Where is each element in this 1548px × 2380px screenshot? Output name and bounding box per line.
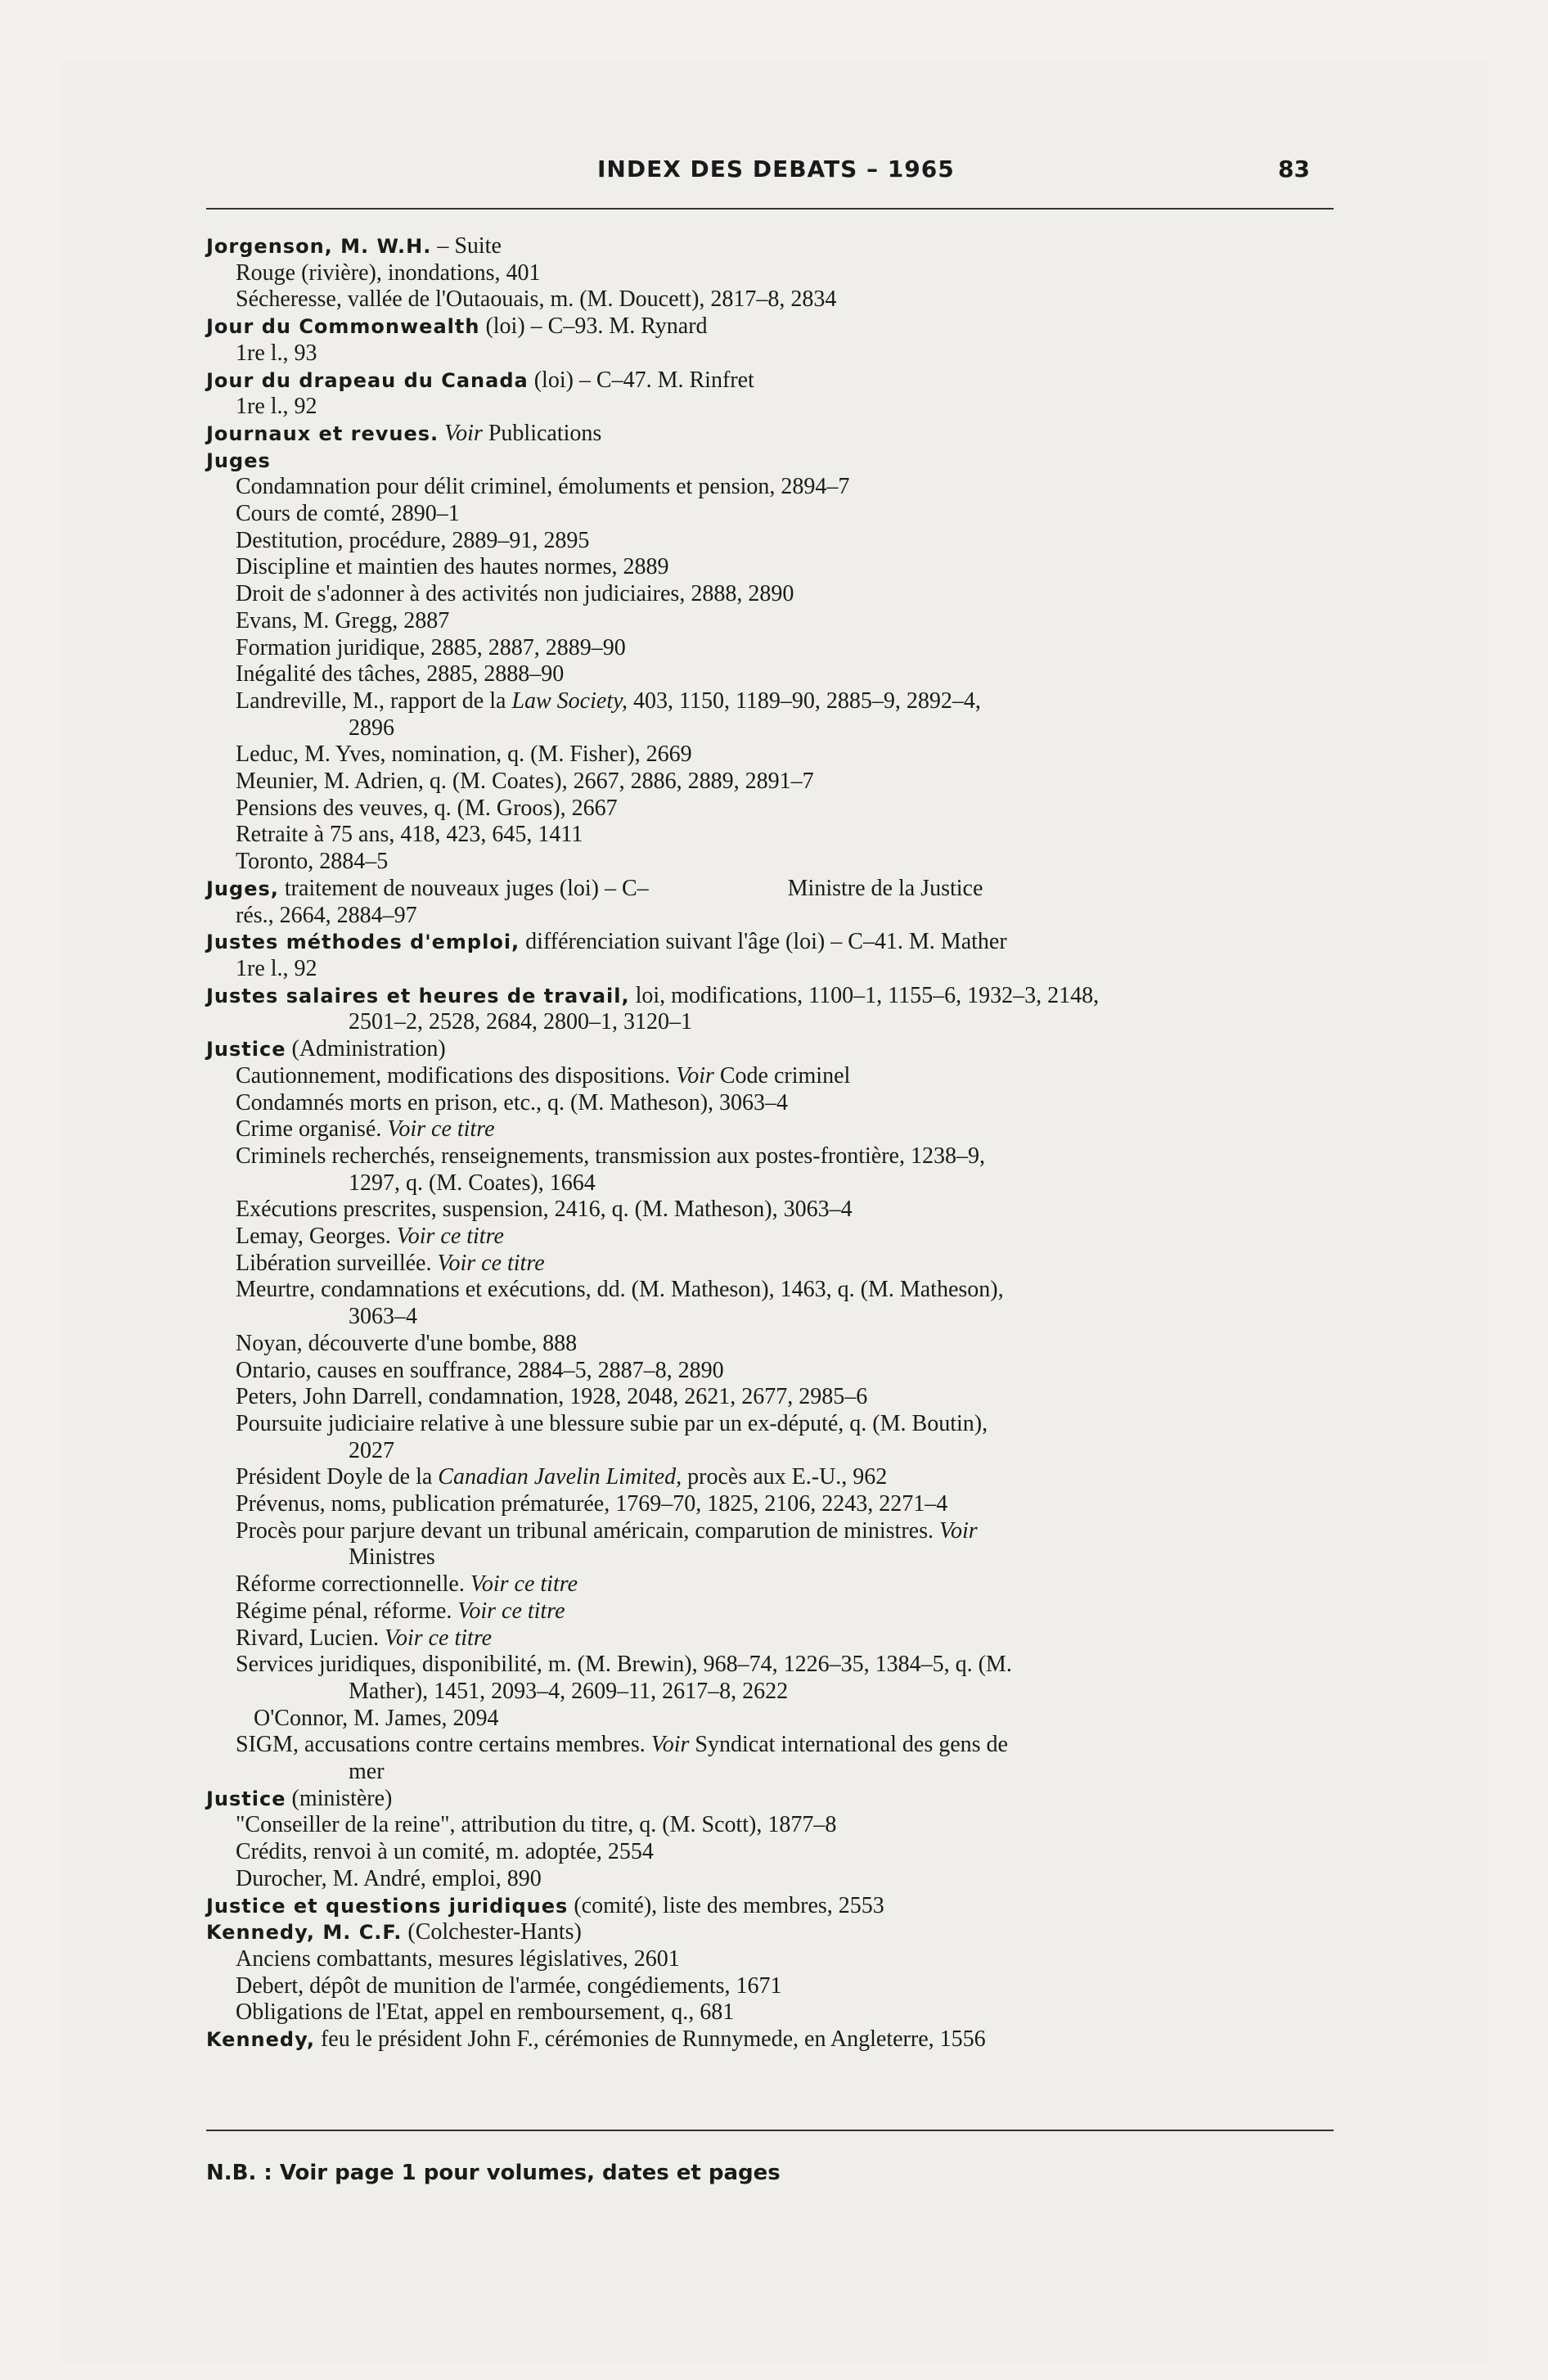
- entry-text: Exécutions prescrites, suspension, 2416, q. (M. Matheson), 3063–4: [236, 1197, 853, 1223]
- index-heading-line: [206, 1893, 1352, 1920]
- entry-text: Droit de s'adonner à des activités non judiciaires, 2888, 2890: [236, 581, 794, 607]
- entry-text: (comité), liste des membres, 2553: [568, 1892, 884, 1918]
- index-subentry-line: [206, 1839, 1352, 1866]
- index-heading-line: [206, 1786, 1352, 1813]
- index-subentry-line: [206, 1116, 1352, 1143]
- index-subentry-line: [206, 1224, 1352, 1251]
- index-subentry-line: [206, 903, 1352, 930]
- index-subentry-line: [206, 822, 1352, 849]
- entry-text: Condamnation pour délit criminel, émoluments et pension, 2894–7: [236, 474, 850, 500]
- entry-text: Criminels recherchés, renseignements, transmission aux postes-frontière, 1238–9,: [236, 1143, 985, 1169]
- entry-text: Sécheresse, vallée de l'Outaouais, m. (M. Doucett), 2817–8, 2834: [236, 286, 837, 313]
- entry-text: Meurtre, condamnations et exécutions, dd. (M. Matheson), 1463, q. (M. Matheson),: [236, 1277, 1004, 1303]
- entry-text: Ministre de la Justice: [787, 875, 983, 901]
- entry-text: Code criminel: [713, 1062, 851, 1089]
- index-subentry-line: [206, 1009, 1352, 1036]
- index-subentry-line: [206, 956, 1352, 983]
- entry-text: Anciens combattants, mesures législatives, 2601: [236, 1946, 680, 1972]
- index-subentry-line: [206, 1625, 1352, 1652]
- index-subentry-line: [206, 1143, 1352, 1170]
- entry-text: Rivard, Lucien.: [236, 1625, 385, 1651]
- entry-heading: Justice: [206, 1787, 286, 1810]
- entry-text: – Suite: [431, 233, 502, 259]
- entry-text: 1re l., 92: [236, 394, 317, 420]
- footer-note: N.B. : Voir page 1 pour volumes, dates et pages: [206, 2161, 781, 2185]
- entry-text: Retraite à 75 ans, 418, 423, 645, 1411: [236, 822, 583, 848]
- entry-text: 403, 1150, 1189–90, 2885–9, 2892–4,: [627, 687, 981, 714]
- index-subentry-line: [206, 1679, 1352, 1706]
- entry-text: 2501–2, 2528, 2684, 2800–1, 3120–1: [349, 1009, 692, 1035]
- entry-text: Cautionnement, modifications des dispositions.: [236, 1062, 677, 1089]
- index-subentry-line: [206, 1197, 1352, 1224]
- entry-text: Publications: [482, 420, 602, 446]
- index-subentry-line: [206, 741, 1352, 769]
- entry-text: traitement de nouveaux juges (loi) – C–: [278, 875, 649, 901]
- index-heading-line: [206, 448, 1352, 475]
- page-title: INDEX DES DEBATS – 1965: [597, 156, 955, 183]
- index-subentry-line: [206, 688, 1352, 715]
- entry-heading: Justice: [206, 1038, 286, 1062]
- entry-italic-text: Voir ce titre: [396, 1224, 504, 1250]
- entry-italic-text: Voir ce titre: [437, 1250, 545, 1276]
- entry-italic-text: Voir: [444, 420, 483, 446]
- index-subentry-line: [206, 1251, 1352, 1278]
- index-subentry-line: [206, 608, 1352, 635]
- index-subentry-line: [206, 1706, 1352, 1733]
- entry-text: Obligations de l'Etat, appel en remboursement, q., 681: [236, 1999, 735, 2026]
- entry-text: Poursuite judiciaire relative à une blessure subie par un ex-député, q. (M. Boutin),: [236, 1410, 988, 1436]
- entry-text: Formation juridique, 2885, 2887, 2889–90: [236, 634, 626, 660]
- entry-heading: Justes salaires et heures de travail,: [206, 984, 630, 1007]
- entry-heading: Journaux et revues.: [206, 421, 439, 445]
- entry-text: 2027: [349, 1437, 394, 1463]
- entry-text: Inégalité des tâches, 2885, 2888–90: [236, 661, 565, 687]
- entry-text: Evans, M. Gregg, 2887: [236, 607, 450, 633]
- index-subentry-line: [206, 1973, 1352, 2000]
- entry-text: Destitution, procédure, 2889–91, 2895: [236, 527, 590, 553]
- entry-text: Prévenus, noms, publication prématurée, 1769–70, 1825, 2106, 2243, 2271–4: [236, 1491, 948, 1517]
- entry-text: différenciation suivant l'âge (loi) – C–41. M. Mather: [520, 929, 1007, 955]
- entry-italic-text: Canadian Javelin Limited,: [438, 1464, 682, 1490]
- entry-italic-text: Voir: [938, 1517, 978, 1544]
- index-heading-line: [206, 367, 1352, 394]
- entry-text: Landreville, M., rapport de la: [236, 687, 512, 714]
- entry-italic-text: Voir ce titre: [384, 1625, 493, 1651]
- index-heading-line: [206, 1919, 1352, 1946]
- entry-heading: Jorgenson, M. W.H.: [206, 235, 432, 258]
- index-subentry-line: [206, 1170, 1352, 1197]
- index-subentry-line: [206, 1866, 1352, 1893]
- entry-text: mer: [349, 1759, 385, 1785]
- entry-text: (loi) – C–93. M. Rynard: [479, 313, 708, 340]
- index-heading-line: [206, 1036, 1352, 1063]
- index-subentry-line: [206, 1438, 1352, 1465]
- header-rule: [206, 208, 1334, 210]
- entry-text: rés., 2664, 2884–97: [236, 902, 417, 928]
- index-subentry-line: [206, 260, 1352, 287]
- entry-text: Services juridiques, disponibilité, m. (M. Brewin), 968–74, 1226–35, 1384–5, q. (M.: [236, 1652, 1012, 1678]
- entry-heading: Juges: [206, 449, 271, 472]
- index-subentry-line: [206, 1999, 1352, 2026]
- index-subentry-line: [206, 501, 1352, 528]
- index-subentry-line: [206, 635, 1352, 662]
- entry-text: Crime organisé.: [236, 1116, 388, 1143]
- entry-text: Discipline et maintien des hautes normes, 2889: [236, 554, 669, 580]
- index-subentry-line: [206, 1384, 1352, 1411]
- index-subentry-line: [206, 1491, 1352, 1518]
- index-subentry-line: [206, 1411, 1352, 1438]
- entry-italic-text: Voir: [676, 1062, 714, 1089]
- index-subentry-line: [206, 1331, 1352, 1358]
- entry-heading: Justes méthodes d'emploi,: [206, 931, 520, 954]
- index-subentry-line: [206, 1732, 1352, 1759]
- index-subentry-line: [206, 1544, 1352, 1571]
- entry-text: O'Connor, M. James, 2094: [254, 1705, 499, 1731]
- index-heading-line: [206, 983, 1352, 1010]
- index-subentry-line: [206, 1304, 1352, 1331]
- entry-text: (loi) – C–47. M. Rinfret: [528, 367, 754, 393]
- index-subentry-line: [206, 581, 1352, 608]
- entry-text: loi, modifications, 1100–1, 1155–6, 1932–3, 2148,: [629, 982, 1100, 1008]
- index-subentry-line: [206, 1571, 1352, 1598]
- index-heading-line: [206, 2026, 1352, 2053]
- index-subentry-line: [206, 1946, 1352, 1973]
- entry-text: Leduc, M. Yves, nomination, q. (M. Fisher), 2669: [236, 741, 692, 768]
- entry-italic-text: Law Society,: [511, 687, 628, 714]
- entry-text: 2896: [349, 714, 394, 741]
- index-subentry-line: [206, 1652, 1352, 1679]
- entry-heading: Jour du drapeau du Canada: [206, 368, 529, 392]
- index-subentry-line: [206, 1090, 1352, 1117]
- index-subentry-line: [206, 715, 1352, 742]
- entry-text: Rouge (rivière), inondations, 401: [236, 259, 541, 286]
- entry-text: Lemay, Georges.: [236, 1224, 397, 1250]
- entry-text: 3063–4: [349, 1304, 417, 1330]
- index-subentry-line: [206, 849, 1352, 876]
- index-subentry-line: [206, 1464, 1352, 1491]
- entry-heading: Justice et questions juridiques: [206, 1894, 569, 1918]
- entry-text: Cours de comté, 2890–1: [236, 501, 460, 527]
- entry-text: Durocher, M. André, emploi, 890: [236, 1865, 542, 1891]
- index-subentry-line: [206, 474, 1352, 501]
- index-heading-line: [206, 313, 1352, 340]
- index-heading-line: [206, 876, 1352, 903]
- entry-text: Ministres: [349, 1544, 435, 1571]
- index-heading-line: [206, 929, 1352, 956]
- entry-text: Syndicat international des gens de: [689, 1732, 1008, 1758]
- index-subentry-line: [206, 1358, 1352, 1385]
- entry-heading: Kennedy, M. C.F.: [206, 1921, 403, 1945]
- index-subentry-line: [206, 1759, 1352, 1786]
- entry-text: "Conseiller de la reine", attribution du titre, q. (M. Scott), 1877–8: [236, 1812, 837, 1838]
- index-subentry-line: [206, 661, 1352, 688]
- entry-text: Debert, dépôt de munition de l'armée, congédiements, 1671: [236, 1972, 782, 1999]
- entry-text: (Administration): [286, 1036, 446, 1062]
- entry-italic-text: Voir ce titre: [457, 1598, 565, 1624]
- entry-text: 1297, q. (M. Coates), 1664: [349, 1170, 596, 1196]
- entry-text: procès aux E.-U., 962: [682, 1464, 888, 1490]
- index-subentry-line: [206, 1598, 1352, 1625]
- index-subentry-line: [206, 1277, 1352, 1304]
- entry-text: Crédits, renvoi à un comité, m. adoptée, 2554: [236, 1839, 654, 1865]
- index-subentry-line: [206, 286, 1352, 313]
- index-subentry-line: [206, 1812, 1352, 1839]
- entry-text: Peters, John Darrell, condamnation, 1928, 2048, 2621, 2677, 2985–6: [236, 1384, 868, 1410]
- entry-text: Président Doyle de la: [236, 1464, 439, 1490]
- index-subentry-line: [206, 769, 1352, 796]
- index-subentry-line: [206, 1518, 1352, 1545]
- index-subentry-line: [206, 340, 1352, 367]
- entry-heading: Jour du Commonwealth: [206, 315, 480, 339]
- entry-text: 1re l., 93: [236, 340, 317, 366]
- entry-text: feu le président John F., cérémonies de Runnymede, en Angleterre, 1556: [314, 2026, 986, 2053]
- entry-text: Ontario, causes en souffrance, 2884–5, 2887–8, 2890: [236, 1357, 724, 1383]
- index-entries: [206, 233, 1352, 2053]
- entry-text: SIGM, accusations contre certains membres.: [236, 1732, 651, 1758]
- entry-text: Libération surveillée.: [236, 1250, 438, 1276]
- index-heading-line: [206, 233, 1352, 260]
- index-subentry-line: [206, 1063, 1352, 1090]
- entry-text: (ministère): [286, 1785, 393, 1811]
- footer-rule: [206, 2130, 1334, 2131]
- entry-text: Procès pour parjure devant un tribunal américain, comparution de ministres.: [236, 1517, 939, 1544]
- entry-heading: Juges,: [206, 877, 279, 900]
- entry-italic-text: Voir: [650, 1732, 690, 1758]
- entry-text: (Colchester-Hants): [402, 1919, 582, 1945]
- entry-text: 1re l., 92: [236, 955, 317, 981]
- entry-italic-text: Voir ce titre: [387, 1116, 495, 1143]
- index-heading-line: [206, 421, 1352, 448]
- page-number: 83: [1278, 156, 1310, 183]
- entry-text: Noyan, découverte d'une bombe, 888: [236, 1330, 578, 1356]
- entry-text: Meunier, M. Adrien, q. (M. Coates), 2667, 2886, 2889, 2891–7: [236, 769, 814, 795]
- entry-text: Pensions des veuves, q. (M. Groos), 2667: [236, 795, 618, 821]
- entry-text: Toronto, 2884–5: [236, 849, 389, 875]
- entry-text: Réforme correctionnelle.: [236, 1571, 470, 1598]
- entry-text: Régime pénal, réforme.: [236, 1598, 458, 1624]
- entry-text: Mather), 1451, 2093–4, 2609–11, 2617–8, 2622: [349, 1678, 789, 1704]
- index-subentry-line: [206, 554, 1352, 581]
- entry-text: Condamnés morts en prison, etc., q. (M. Matheson), 3063–4: [236, 1089, 789, 1116]
- entry-italic-text: Voir ce titre: [470, 1571, 578, 1598]
- index-subentry-line: [206, 796, 1352, 823]
- index-subentry-line: [206, 394, 1352, 421]
- index-subentry-line: [206, 528, 1352, 555]
- entry-heading: Kennedy,: [206, 2028, 315, 2052]
